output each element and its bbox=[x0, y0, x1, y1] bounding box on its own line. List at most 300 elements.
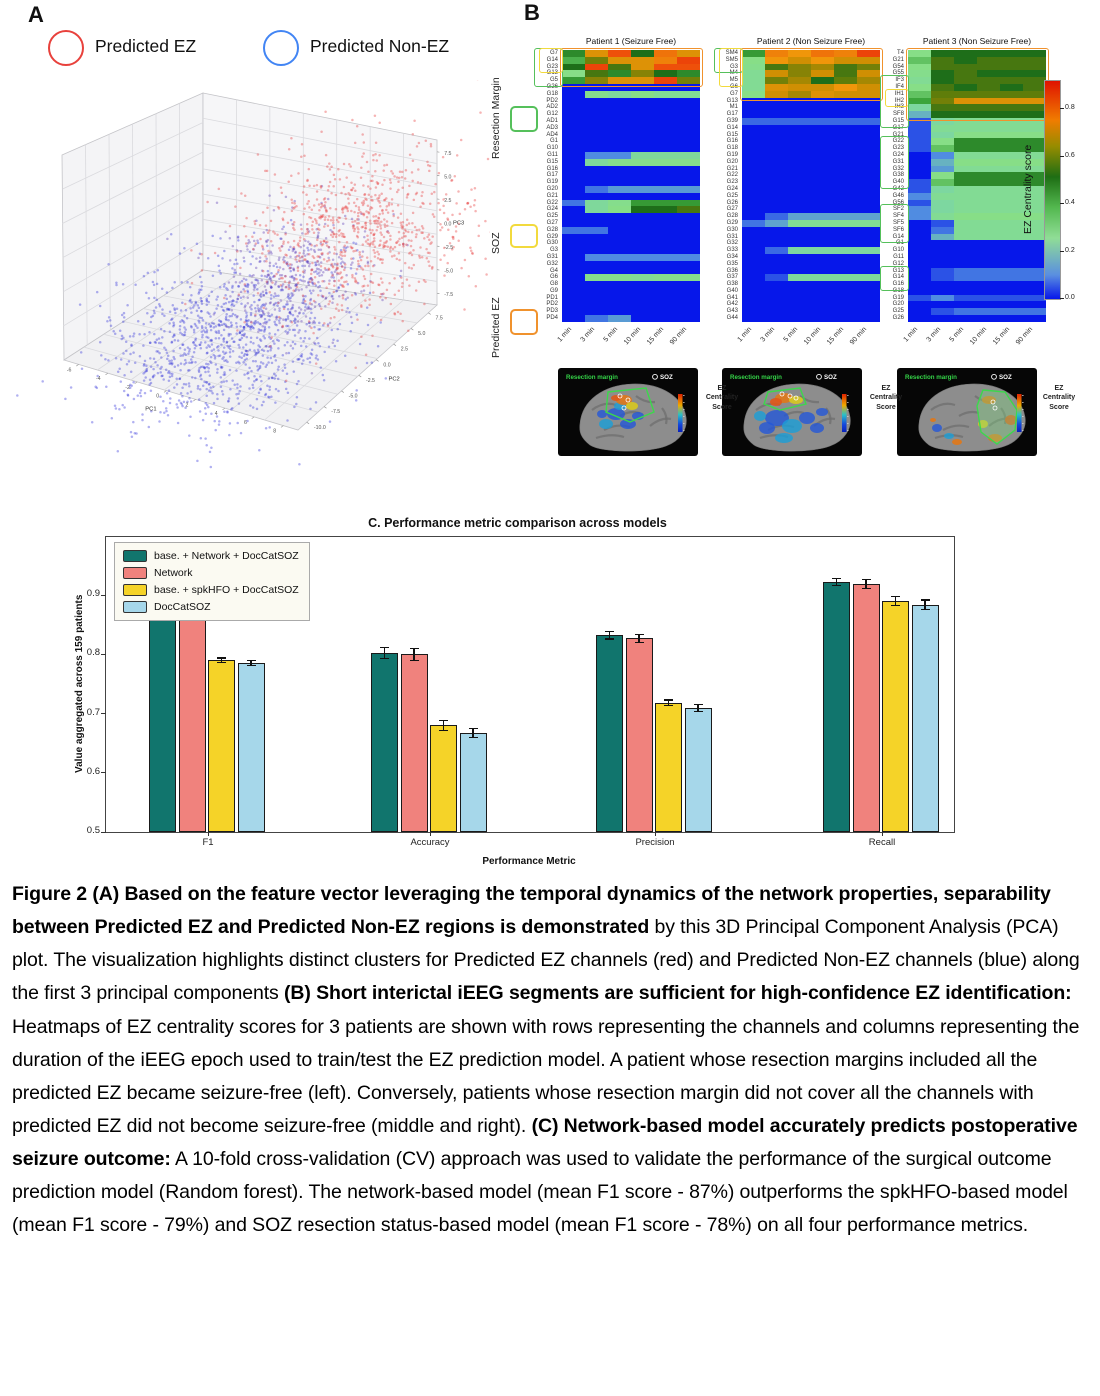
channel-label: IH3 bbox=[894, 104, 904, 111]
heatmap-cell bbox=[654, 166, 677, 173]
heatmap-cell bbox=[977, 77, 1000, 84]
heatmap-cell bbox=[834, 274, 857, 281]
heatmap-cell bbox=[954, 213, 977, 220]
time-axis-labels bbox=[880, 324, 1052, 364]
heatmap-row bbox=[562, 240, 700, 247]
heatmap-cell bbox=[908, 254, 931, 261]
heatmap-cell bbox=[562, 145, 585, 152]
time-label: 15 min bbox=[825, 326, 846, 347]
channel-label: G54 bbox=[892, 63, 904, 70]
svg-text:-7.5: -7.5 bbox=[331, 409, 341, 416]
heatmap-row bbox=[742, 193, 880, 200]
heatmap-row bbox=[562, 274, 700, 281]
heatmap-cell bbox=[742, 295, 765, 302]
heatmap-cell bbox=[954, 234, 977, 241]
channel-label: M4 bbox=[729, 70, 738, 77]
svg-text:5.0: 5.0 bbox=[418, 331, 426, 338]
heatmap-cell bbox=[954, 166, 977, 173]
heatmap-cell bbox=[585, 254, 608, 261]
channel-label: AD4 bbox=[546, 131, 558, 138]
heatmap-cell bbox=[677, 70, 700, 77]
heatmap-cell bbox=[954, 200, 977, 207]
channel-label: AD2 bbox=[546, 104, 558, 111]
heatmap-cell bbox=[954, 240, 977, 247]
y-tick-label: 0.5 bbox=[86, 825, 100, 836]
heatmap-cell bbox=[811, 274, 834, 281]
heatmap-cell bbox=[931, 118, 954, 125]
resection-margin-text: Resection margin bbox=[566, 374, 618, 381]
heatmap-cell bbox=[788, 206, 811, 213]
heatmap-cell bbox=[742, 70, 765, 77]
high-score-region bbox=[626, 402, 638, 410]
heatmap-row bbox=[742, 152, 880, 159]
heatmap-cell bbox=[562, 64, 585, 71]
predicted-ez-label: Predicted EZ bbox=[95, 36, 197, 56]
heatmap-cell bbox=[631, 125, 654, 132]
heatmap-cell bbox=[931, 57, 954, 64]
heatmap-cell bbox=[1000, 220, 1023, 227]
heatmap-cell bbox=[811, 234, 834, 241]
brain-render-patient-3 bbox=[897, 368, 1037, 456]
channel-label: G32 bbox=[546, 260, 558, 267]
panel-c bbox=[70, 512, 965, 876]
heatmap-cell bbox=[834, 301, 857, 308]
low-score-region bbox=[759, 422, 775, 434]
heatmap-cell bbox=[677, 268, 700, 275]
heatmap-row bbox=[562, 57, 700, 64]
heatmap-cell bbox=[742, 57, 765, 64]
heatmap-cell bbox=[857, 220, 880, 227]
mini-colorbar bbox=[678, 394, 683, 432]
heatmap-cell bbox=[562, 152, 585, 159]
heatmap-cell bbox=[834, 254, 857, 261]
error-bar-cap bbox=[217, 657, 226, 658]
x-tick-mark bbox=[430, 832, 431, 836]
heatmap-cell bbox=[654, 111, 677, 118]
heatmap-cell bbox=[677, 213, 700, 220]
heatmap-cell bbox=[834, 145, 857, 152]
panel-b-label: B bbox=[524, 0, 540, 25]
heatmap-cell bbox=[977, 172, 1000, 179]
legend-label: base. + Network + DocCatSOZ bbox=[154, 550, 299, 562]
heatmap-cell bbox=[931, 261, 954, 268]
channel-label: G17 bbox=[546, 172, 558, 179]
heatmap-cell bbox=[908, 274, 931, 281]
heatmap-cell bbox=[742, 64, 765, 71]
heatmap-row bbox=[562, 213, 700, 220]
heatmap-cell bbox=[585, 268, 608, 275]
channel-label: G6 bbox=[729, 83, 738, 90]
time-label: 10 min bbox=[622, 326, 643, 347]
legend-swatch bbox=[123, 601, 147, 613]
heatmap-cell bbox=[834, 220, 857, 227]
heatmap-cell bbox=[765, 220, 788, 227]
heatmap-cell bbox=[1023, 64, 1046, 71]
heatmap-cell bbox=[1023, 57, 1046, 64]
legend-item bbox=[123, 550, 299, 562]
heatmap-cell bbox=[857, 145, 880, 152]
heatmap-cell bbox=[954, 57, 977, 64]
heatmap-row bbox=[742, 159, 880, 166]
heatmap-cell bbox=[1000, 193, 1023, 200]
heatmap-cell bbox=[765, 268, 788, 275]
heatmap-cell bbox=[857, 57, 880, 64]
heatmap-cell bbox=[562, 234, 585, 241]
channel-label: PD2 bbox=[546, 97, 558, 104]
low-score-region bbox=[932, 424, 942, 432]
heatmap-cell bbox=[585, 91, 608, 98]
heatmap-cell bbox=[1000, 254, 1023, 261]
mini-colorbar bbox=[842, 394, 847, 432]
heatmap-cell bbox=[857, 247, 880, 254]
svg-text:-6: -6 bbox=[66, 367, 72, 374]
heatmap-row bbox=[562, 77, 700, 84]
heatmap-cell bbox=[608, 57, 631, 64]
heatmap-cell bbox=[908, 64, 931, 71]
heatmap-cell bbox=[931, 308, 954, 315]
heatmap-cell bbox=[908, 240, 931, 247]
heatmap-cell bbox=[608, 288, 631, 295]
heatmap-cell bbox=[834, 206, 857, 213]
error-bar-cap bbox=[247, 660, 256, 661]
heatmap-cell bbox=[677, 315, 700, 322]
heatmap-title: Patient 2 (Non Seizure Free) bbox=[756, 36, 866, 46]
heatmap-cell bbox=[788, 274, 811, 281]
heatmap-cell bbox=[742, 159, 765, 166]
heatmap-cell bbox=[1000, 240, 1023, 247]
heatmap-cell bbox=[1000, 295, 1023, 302]
heatmap-cell bbox=[857, 50, 880, 57]
heatmap-cell bbox=[608, 281, 631, 288]
heatmap-cell bbox=[788, 145, 811, 152]
heatmap-cell bbox=[811, 186, 834, 193]
heatmap-cell bbox=[1000, 172, 1023, 179]
heatmap-cell bbox=[1023, 315, 1046, 322]
heatmap-cell bbox=[834, 91, 857, 98]
heatmap-cell bbox=[562, 281, 585, 288]
time-label: 90 min bbox=[848, 326, 869, 347]
heatmap-cell bbox=[608, 104, 631, 111]
heatmap-cell bbox=[788, 70, 811, 77]
heatmap-cell bbox=[765, 254, 788, 261]
heatmap-cell bbox=[954, 206, 977, 213]
heatmap-cell bbox=[834, 213, 857, 220]
heatmap-cell bbox=[608, 138, 631, 145]
legend-swatch bbox=[123, 550, 147, 562]
heatmap-cell bbox=[765, 104, 788, 111]
heatmap-cell bbox=[562, 91, 585, 98]
svg-text:-2: -2 bbox=[125, 384, 130, 391]
heatmap-cell bbox=[585, 240, 608, 247]
low-score-region bbox=[816, 408, 828, 416]
heatmap-cell bbox=[677, 220, 700, 227]
channel-label: G28 bbox=[546, 226, 558, 233]
channel-label: M1 bbox=[729, 104, 738, 111]
heatmap-cell bbox=[931, 206, 954, 213]
low-score-region bbox=[944, 433, 954, 439]
heatmap-cell bbox=[677, 132, 700, 139]
heatmap-cell bbox=[857, 193, 880, 200]
heatmap-cell bbox=[1000, 98, 1023, 105]
heatmap-cell bbox=[654, 64, 677, 71]
heatmap-row bbox=[908, 315, 1046, 322]
heatmap-cell bbox=[677, 50, 700, 57]
heatmap-cell bbox=[608, 145, 631, 152]
heatmap-cell bbox=[1000, 234, 1023, 241]
heatmap-cell bbox=[654, 213, 677, 220]
heatmap-cell bbox=[908, 166, 931, 173]
heatmap-cell bbox=[677, 308, 700, 315]
time-label: 3 min bbox=[579, 326, 597, 344]
heatmap-cell bbox=[857, 77, 880, 84]
heatmap-cell bbox=[834, 261, 857, 268]
heatmap-row bbox=[908, 301, 1046, 308]
heatmap-cell bbox=[608, 91, 631, 98]
heatmap-cell bbox=[1023, 50, 1046, 57]
bar-f1-series-2 bbox=[208, 660, 235, 832]
heatmap-cell bbox=[608, 308, 631, 315]
channel-label: G42 bbox=[726, 301, 738, 308]
channel-label: G29 bbox=[726, 219, 738, 226]
bar-f1-series-0 bbox=[149, 610, 176, 832]
heatmap-cell bbox=[1000, 64, 1023, 71]
heatmap-cell bbox=[954, 288, 977, 295]
heatmap-row bbox=[742, 179, 880, 186]
heatmap-cell bbox=[631, 118, 654, 125]
heatmap-cell bbox=[977, 50, 1000, 57]
heatmap-cell bbox=[742, 186, 765, 193]
heatmap-cell bbox=[585, 166, 608, 173]
heatmap-cell bbox=[677, 91, 700, 98]
legend-swatch bbox=[123, 584, 147, 596]
heatmap-cell bbox=[811, 70, 834, 77]
channel-label: G28 bbox=[726, 213, 738, 220]
y-tick-mark bbox=[101, 595, 106, 596]
heatmap-cell bbox=[834, 57, 857, 64]
svg-text:0.0: 0.0 bbox=[383, 362, 391, 369]
legend-item bbox=[123, 567, 299, 579]
heatmap-cell bbox=[677, 234, 700, 241]
heatmap-cell bbox=[811, 220, 834, 227]
heatmap-cell bbox=[654, 206, 677, 213]
heatmap-cell bbox=[954, 91, 977, 98]
heatmap-cell bbox=[585, 206, 608, 213]
error-bar-cap bbox=[921, 609, 930, 610]
heatmap-cell bbox=[931, 125, 954, 132]
heatmap-cell bbox=[677, 295, 700, 302]
heatmap-cell bbox=[857, 234, 880, 241]
heatmap-cell bbox=[631, 98, 654, 105]
heatmap-cell bbox=[654, 247, 677, 254]
heatmap-cell bbox=[857, 295, 880, 302]
heatmap-cell bbox=[857, 281, 880, 288]
channel-label: SF4 bbox=[892, 213, 904, 220]
heatmap-cell bbox=[1000, 104, 1023, 111]
heatmap-cell bbox=[608, 98, 631, 105]
heatmap-cell bbox=[585, 220, 608, 227]
heatmap-row bbox=[742, 57, 880, 64]
legend-swatch bbox=[123, 567, 147, 579]
heatmap-cell bbox=[654, 301, 677, 308]
row-group-label-resection-margin: Resection Margin bbox=[490, 77, 502, 159]
heatmap-cell bbox=[788, 281, 811, 288]
channel-label: G13 bbox=[726, 97, 738, 104]
channel-label: G18 bbox=[892, 287, 904, 294]
heatmap-cell bbox=[908, 138, 931, 145]
heatmap-cell bbox=[585, 84, 608, 91]
channel-label: G22 bbox=[546, 199, 558, 206]
heatmap-row bbox=[742, 166, 880, 173]
heatmap-cell bbox=[765, 240, 788, 247]
channel-label: G32 bbox=[892, 165, 904, 172]
heatmap-cell bbox=[677, 57, 700, 64]
heatmap-row bbox=[562, 268, 700, 275]
panel-c-title: C. Performance metric comparison across models bbox=[368, 516, 667, 530]
heatmap-cell bbox=[765, 234, 788, 241]
heatmap-cell bbox=[834, 77, 857, 84]
channel-label: IF4 bbox=[895, 83, 904, 90]
error-bar-cap bbox=[832, 578, 841, 579]
heatmap-cell bbox=[742, 308, 765, 315]
channel-label: G27 bbox=[726, 206, 738, 213]
heatmap-patient-2 bbox=[714, 30, 886, 366]
channel-label: G38 bbox=[726, 281, 738, 288]
error-bar-cap bbox=[694, 711, 703, 712]
heatmap-cell bbox=[857, 301, 880, 308]
heatmap-cell bbox=[654, 240, 677, 247]
heatmap-cell bbox=[931, 315, 954, 322]
heatmap-cell bbox=[834, 159, 857, 166]
heatmap-cell bbox=[765, 77, 788, 84]
heatmap-cell bbox=[677, 64, 700, 71]
heatmap-cell bbox=[562, 288, 585, 295]
heatmap-cell bbox=[742, 152, 765, 159]
channel-label: G16 bbox=[546, 165, 558, 172]
heatmap-cell bbox=[811, 227, 834, 234]
heatmap-cell bbox=[608, 118, 631, 125]
heatmap-cell bbox=[562, 315, 585, 322]
heatmap-cell bbox=[931, 172, 954, 179]
heatmap-cell bbox=[585, 125, 608, 132]
y-tick-label: 0.8 bbox=[86, 647, 100, 659]
heatmap-cell bbox=[1000, 261, 1023, 268]
heatmap-patient-1 bbox=[534, 30, 706, 366]
error-bar-cap bbox=[439, 720, 448, 721]
heatmap-cell bbox=[977, 91, 1000, 98]
error-bar-cap bbox=[247, 665, 256, 666]
heatmap-cell bbox=[908, 288, 931, 295]
svg-text:0: 0 bbox=[156, 393, 160, 400]
heatmap-cell bbox=[677, 274, 700, 281]
heatmap-cell bbox=[608, 213, 631, 220]
heatmap-row bbox=[562, 179, 700, 186]
heatmap-cell bbox=[654, 254, 677, 261]
heatmap-cell bbox=[931, 98, 954, 105]
legend-label: base. + spkHFO + DocCatSOZ bbox=[154, 584, 299, 596]
heatmap-cell bbox=[585, 111, 608, 118]
channel-label: G56 bbox=[892, 199, 904, 206]
heatmap-cell bbox=[931, 247, 954, 254]
heatmap-cell bbox=[742, 213, 765, 220]
heatmap-row bbox=[562, 295, 700, 302]
heatmap-cell bbox=[654, 288, 677, 295]
heatmap-cell bbox=[954, 261, 977, 268]
heatmap-cell bbox=[677, 152, 700, 159]
heatmap-cell bbox=[677, 254, 700, 261]
channel-label: G15 bbox=[546, 158, 558, 165]
legend-item bbox=[123, 601, 299, 613]
svg-text:-5.0: -5.0 bbox=[444, 268, 454, 275]
heatmap-cell bbox=[788, 172, 811, 179]
channel-label: G16 bbox=[726, 138, 738, 145]
x-tick-mark bbox=[208, 832, 209, 836]
heatmap-cell bbox=[742, 132, 765, 139]
heatmap-cell bbox=[765, 50, 788, 57]
high-score-region bbox=[770, 398, 782, 406]
heatmap-cell bbox=[608, 301, 631, 308]
heatmap-cell bbox=[677, 186, 700, 193]
heatmap-row bbox=[908, 64, 1046, 71]
brain-render-patient-2 bbox=[722, 368, 862, 456]
heatmap-cell bbox=[857, 64, 880, 71]
svg-text:7.5: 7.5 bbox=[444, 150, 452, 157]
heatmap-cell bbox=[585, 315, 608, 322]
heatmap-cell bbox=[765, 193, 788, 200]
heatmap-cell bbox=[562, 301, 585, 308]
heatmap-cell bbox=[908, 206, 931, 213]
heatmap-cell bbox=[977, 193, 1000, 200]
svg-text:PC1: PC1 bbox=[145, 406, 157, 413]
heatmap-cell bbox=[765, 152, 788, 159]
heatmap-cell bbox=[1000, 268, 1023, 275]
heatmap-cell bbox=[977, 159, 1000, 166]
heatmap-row bbox=[742, 50, 880, 57]
heatmap-cell bbox=[811, 288, 834, 295]
heatmap-cell bbox=[765, 159, 788, 166]
error-bar-cap bbox=[380, 658, 389, 659]
channel-label: G7 bbox=[549, 50, 558, 56]
heatmap-row bbox=[742, 118, 880, 125]
heatmap-cell bbox=[562, 240, 585, 247]
heatmap-row bbox=[742, 125, 880, 132]
heatmap-cell bbox=[765, 166, 788, 173]
heatmap-cell bbox=[977, 125, 1000, 132]
heatmap-cell bbox=[857, 200, 880, 207]
heatmap-row bbox=[742, 77, 880, 84]
channel-label: G41 bbox=[726, 294, 738, 301]
heatmap-cell bbox=[977, 104, 1000, 111]
heatmap-cell bbox=[742, 138, 765, 145]
pca-3d-scatter-plot bbox=[0, 80, 490, 472]
heatmap-cell bbox=[585, 132, 608, 139]
channel-label: G3 bbox=[729, 63, 738, 70]
bar-accuracy-series-2 bbox=[430, 725, 457, 832]
heatmap-row bbox=[562, 200, 700, 207]
heatmap-cell bbox=[908, 179, 931, 186]
heatmap-cell bbox=[857, 206, 880, 213]
heatmap-cell bbox=[857, 132, 880, 139]
channel-label: G24 bbox=[726, 185, 738, 192]
svg-text:2: 2 bbox=[185, 402, 189, 409]
heatmap-cell bbox=[954, 268, 977, 275]
channel-label: G1 bbox=[895, 240, 904, 247]
heatmap-row bbox=[742, 295, 880, 302]
channel-label: G14 bbox=[892, 233, 904, 240]
heatmap-cell bbox=[977, 179, 1000, 186]
heatmap-cell bbox=[834, 125, 857, 132]
error-bar-cap bbox=[862, 588, 871, 589]
heatmap-cell bbox=[631, 261, 654, 268]
